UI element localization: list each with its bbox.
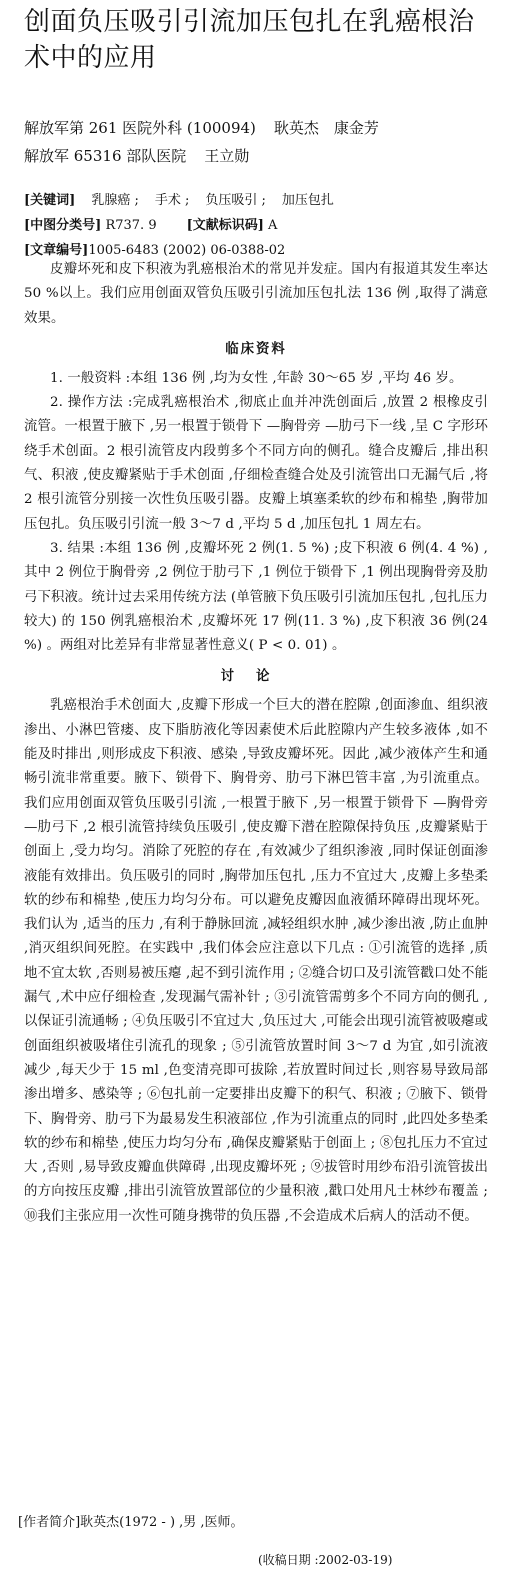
- author-names-1: 耿英杰 康金芳: [273, 119, 379, 137]
- author-block: [24, 114, 494, 170]
- keyword: 加压包扎: [281, 193, 334, 208]
- doc-code-value: A: [268, 218, 278, 233]
- paragraph-general-data: 1. 一般资料 :本组 136 例 ,均为女性 ,年龄 30～65 岁 ,平均 46 岁。: [50, 370, 463, 386]
- clc-value: R737. 9: [105, 218, 157, 233]
- article-body: [24, 258, 488, 1229]
- article-metadata: [24, 188, 494, 263]
- keywords-label: [关键词]: [24, 193, 76, 208]
- keyword: 负压吸引 ;: [205, 193, 266, 208]
- article-title: 创面负压吸引引流加压包扎在乳癌根治术中的应用: [24, 7, 475, 73]
- article-number-value: 1005-6483 (2002) 06-0388-02: [88, 243, 286, 258]
- author-bio: [作者简介]耿英杰(1972 - ) ,男 ,医师。: [18, 1515, 244, 1530]
- article-number-label: [文章编号]: [24, 243, 89, 258]
- author-line-2: [24, 142, 494, 170]
- keyword: 手术 ;: [154, 193, 190, 208]
- paragraph-discussion: 乳癌根治手术创面大 ,皮瓣下形成一个巨大的潜在腔隙 ,创面渗血、组织液渗出、小淋巴管瘘、皮下脂肪液化等因素使术后此腔隙内产生较多液体 ,如不能及时排出 ,则形成皮下积液、感染 ,导致皮瓣坏死。因此 ,减少液体产生和通畅引流非常重要。腋下、锁骨下、胸骨旁、肋弓下淋巴管丰富 ,为引流重点。我们应用创面双管负压吸引引流 ,一根置于腋下 ,另一根置于锁骨下 —胸骨旁 —肋弓下 ,2 根引流管持续负压吸引 ,使皮瓣下潜在腔隙保持负压 ,皮瓣紧贴于创面上 ,受力均匀。消除了死腔的存在 ,有效减少了组织渗液 ,同时保证创面渗液能有效排出。负压吸引的同时 ,胸带加压包扎 ,压力不宜过大 ,皮瓣上多垫柔软的纱布和棉垫 ,使压力均匀分布。可以避免皮瓣因血液循环障碍出现坏死。我们认为 ,适当的压力 ,有利于静脉回流 ,减轻组织水肿 ,减少渗出液 ,防止血肿 ,消灭组织间死腔。在实践中 ,我们体会应注意以下几点 : ①引流管的选择 ,质地不宜太软 ,否则易被压瘪 ,起不到引流作用 ; ②缝合切口及引流管戳口处不能漏气 ,术中应仔细检查 ,发现漏气需补针 ; ③引流管需剪多个不同方向的侧孔 ,以保证引流通畅 ; ④负压吸引不宜过大 ,负压过大 ,可能会出现引流管被吸瘪或创面组织被吸堵住引流孔的现象 ; ⑤引流管放置时间 3～7 d 为宜 ,如引流液减少 ,每天少于 15 ml ,色变清亮即可拔除 ,若放置时间过长 ,则容易导致局部渗出增多、感染等 ; ⑥包扎前一定要排出皮瓣下的积气、积液 ; ⑦腋下、锁骨下、胸骨旁、肋弓下为最易发生积液部位 ,作为引流重点的同时 ,此四处多垫柔软的纱布和棉垫 ,使压力均匀分布 ,确保皮瓣紧贴于创面上 ; ⑧包扎压力不宜过大 ,否则 ,易导致皮瓣血供障碍 ,出现皮瓣坏死 ; ⑨拔管时用纱布沿引流管拔出的方向按压皮瓣 ,排出引流管放置部位的少量积液 ,戳口处用凡士林纱布覆盖 ; ⑩我们主张应用一次性可随身携带的负压器 ,不会造成术后病人的活动不便。: [24, 698, 488, 1224]
- author-line-1: [24, 114, 494, 142]
- intro-paragraph: 皮瓣坏死和皮下积液为乳癌根治术的常见并发症。国内有报道其发生率达 50 %以上。我们应用创面双管负压吸引引流加压包扎法 136 例 ,取得了满意效果。: [24, 262, 488, 326]
- affiliation-2: 解放军 65316 部队医院: [24, 147, 187, 165]
- received-date: (收稿日期 :2002-03-19): [258, 1553, 393, 1567]
- paragraph-method: 2. 操作方法 :完成乳癌根治术 ,彻底止血并冲洗创面后 ,放置 2 根橡皮引流管。一根置于腋下 ,另一根置于锁骨下 —胸骨旁 —肋弓下一线 ,呈 C 字形环绕手术创面。2 根引流管皮内段剪多个不同方向的侧孔。缝合皮瓣后 ,排出积气、积液 ,使皮瓣紧贴于手术创面 ,仔细检查缝合处及引流管出口无漏气后 ,将 2 根引流管分别接一次性负压吸引器。皮瓣上填塞柔软的纱布和棉垫 ,胸带加压包扎。负压吸引引流一般 3～7 d ,平均 5 d ,加压包扎 1 周左右。: [24, 395, 488, 532]
- clc-label: [中图分类号]: [24, 218, 102, 233]
- paragraph-results: 3. 结果 :本组 136 例 ,皮瓣坏死 2 例(1. 5 %) ;皮下积液 6 例(4. 4 %) ,其中 2 例位于胸骨旁 ,2 例位于肋弓下 ,1 例位于锁骨下 ,1 例出现胸骨旁及肋弓下积液。统计过去采用传统方法 (单管腋下负压吸引引流加压包扎 ,包扎压力较大) 的 150 例乳癌根治术 ,皮瓣坏死 17 例(11. 3 %) ,皮下积液 36 例(24 %) 。两组对比差异有非常显著性意义( P < 0. 01) 。: [24, 540, 488, 654]
- section-heading-clinical: 临床资料: [225, 340, 287, 357]
- keyword: 乳腺癌 ;: [91, 193, 139, 208]
- keywords-line: [24, 188, 494, 213]
- classification-line: [24, 213, 494, 238]
- author-names-2: 王立勋: [204, 147, 250, 165]
- affiliation-1: 解放军第 261 医院外科 (100094): [24, 119, 256, 137]
- section-heading-discussion: 讨论: [220, 668, 292, 685]
- doc-code-label: [文献标识码]: [186, 218, 264, 233]
